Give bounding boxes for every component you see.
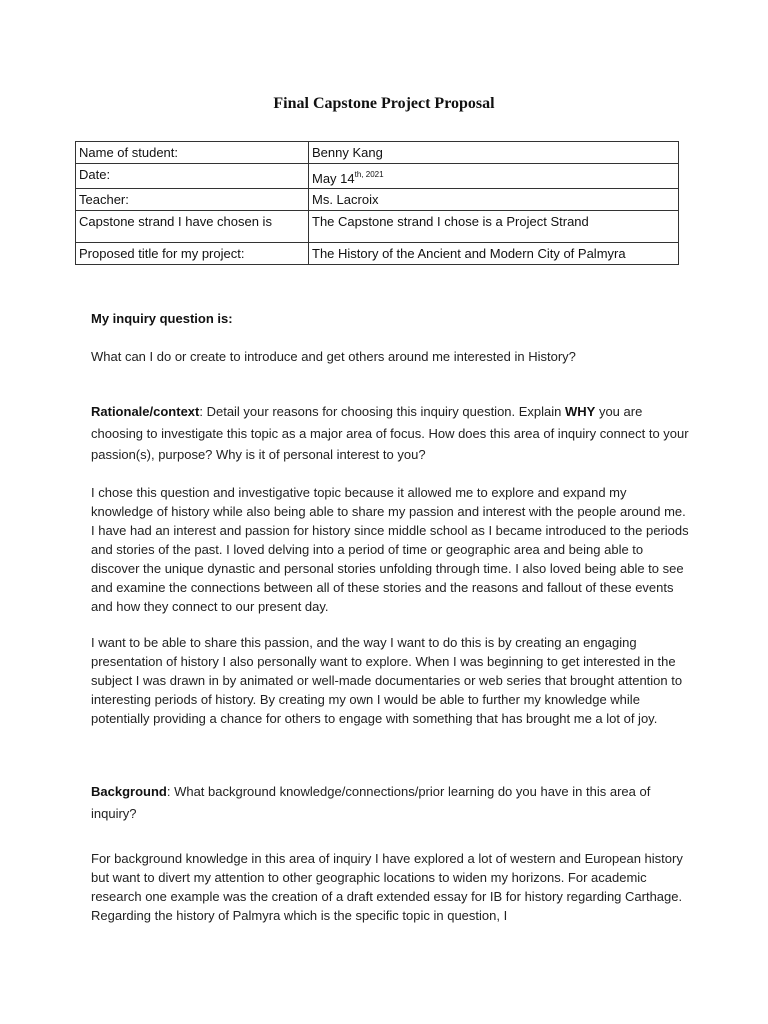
inquiry-heading: My inquiry question is: <box>91 311 233 326</box>
table-row <box>76 189 679 211</box>
table-label-cell: Name of student: <box>76 142 309 164</box>
table-value-cell: The History of the Ancient and Modern City of Palmyra <box>309 243 679 265</box>
rationale-label: Rationale/context <box>91 404 200 419</box>
date-superscript: th, 2021 <box>354 170 384 179</box>
table-label-cell: Date: <box>76 164 309 189</box>
table-label-cell: Capstone strand I have chosen is <box>76 211 309 243</box>
table-value-cell: Benny Kang <box>309 142 679 164</box>
table-row <box>76 243 679 265</box>
background-label: Background <box>91 784 167 799</box>
table-row <box>76 211 679 243</box>
rationale-prompt <box>91 401 691 466</box>
table-value-cell: Ms. Lacroix <box>309 189 679 211</box>
rationale-paragraph: I want to be able to share this passion, and the way I want to do this is by creating an engaging presentation of history I also personally want to explore. When I was beginning to get interested in the subject I was drawn in by animated or well-made documentaries or web series that brought attention to interesting periods of history. By creating my own I would be able to further my knowledge while potentially providing a chance for others to engage with something that has brought me a lot of joy. <box>91 635 683 726</box>
background-paragraph: For background knowledge in this area of inquiry I have explored a lot of western and European history but want to divert my attention to other geographic locations to widen my horizons. For academic research one example was the creation of a draft extended essay for IB for history regarding Carthage. Regarding the history of Palmyra which is the specific topic in question, I <box>91 851 683 923</box>
rationale-prompt-text: you are choosing to investigate this topic as a major area of focus. How does this area of inquiry connect to your passion(s), purpose? Why is it of personal interest to you? <box>91 404 689 462</box>
table-row <box>76 164 679 189</box>
table-label-cell: Proposed title for my project: <box>76 243 309 265</box>
rationale-paragraph: I chose this question and investigative topic because it allowed me to explore and expand my knowledge of history while also being able to share my passion and interest with the people around me. I have had an interest and passion for history since middle school as I became introduced to the periods and stories of the past. I loved delving into a period of time or geographic area and being able to discover the unique dynastic and personal stories unfolding through time. I also loved being able to see and examine the connections between all of these stories and the reasons and fallout of these events and how they connect to our present day. <box>91 485 689 614</box>
table-label-cell: Teacher: <box>76 189 309 211</box>
date-value: May 14 <box>312 171 355 186</box>
student-info-table <box>75 141 679 265</box>
table-row <box>76 142 679 164</box>
table-value-cell: The Capstone strand I chose is a Project Strand <box>309 211 679 243</box>
background-prompt-text: : What background knowledge/connections/prior learning do you have in this area of inquiry? <box>91 784 651 821</box>
document-title: Final Capstone Project Proposal <box>273 95 495 112</box>
rationale-emphasis: WHY <box>565 404 596 419</box>
inquiry-question: What can I do or create to introduce and get others around me interested in History? <box>91 349 576 364</box>
rationale-prompt-text: : Detail your reasons for choosing this inquiry question. Explain <box>199 404 565 419</box>
table-value-cell <box>309 164 679 189</box>
background-prompt <box>91 781 691 825</box>
